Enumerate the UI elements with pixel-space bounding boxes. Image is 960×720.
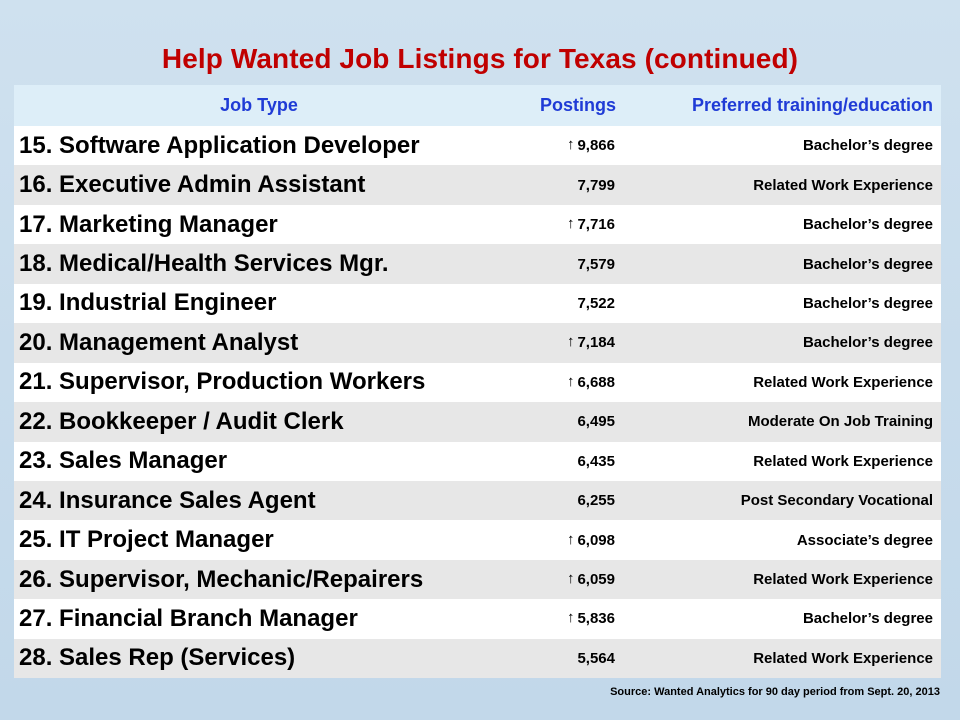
education-cell: Related Work Experience (619, 363, 941, 402)
table-row (14, 363, 941, 402)
table-row (14, 323, 941, 362)
job-type-cell: 25. IT Project Manager (14, 520, 504, 559)
table-row (14, 126, 941, 165)
postings-cell (504, 481, 619, 520)
up-arrow-icon: ↑ (566, 530, 575, 548)
postings-value: 6,435 (577, 452, 615, 470)
table-row (14, 244, 941, 283)
postings-cell (504, 323, 619, 362)
postings-value: 5,836 (577, 610, 615, 628)
postings-cell (504, 165, 619, 204)
job-listings-table (14, 85, 941, 678)
header-postings: Postings (504, 85, 619, 126)
up-arrow-icon: ↑ (566, 372, 575, 390)
postings-value: 9,866 (577, 137, 615, 155)
job-type-cell: 27. Financial Branch Manager (14, 599, 504, 638)
education-cell: Post Secondary Vocational (619, 481, 941, 520)
job-type-cell: 20. Management Analyst (14, 323, 504, 362)
job-type-cell: 23. Sales Manager (14, 442, 504, 481)
postings-value: 6,255 (577, 492, 615, 510)
postings-cell (504, 402, 619, 441)
table-row (14, 284, 941, 323)
table-row (14, 520, 941, 559)
up-arrow-icon: ↑ (566, 136, 575, 154)
postings-cell (504, 599, 619, 638)
postings-value: 7,799 (577, 176, 615, 194)
page-title: Help Wanted Job Listings for Texas (continued) (161, 43, 799, 74)
job-type-cell: 26. Supervisor, Mechanic/Repairers (14, 560, 504, 599)
postings-value: 6,688 (577, 373, 615, 391)
postings-value: 7,522 (577, 294, 615, 312)
table-row (14, 165, 941, 204)
table-row (14, 560, 941, 599)
education-cell: Associate’s degree (619, 520, 941, 559)
postings-cell (504, 520, 619, 559)
job-type-cell: 24. Insurance Sales Agent (14, 481, 504, 520)
source-note: Source: Wanted Analytics for 90 day period from Sept. 20, 2013 (610, 686, 940, 698)
header-job-type: Job Type (14, 85, 504, 126)
postings-value: 7,184 (577, 334, 615, 352)
table-row (14, 402, 941, 441)
job-type-cell: 17. Marketing Manager (14, 205, 504, 244)
up-arrow-icon: ↑ (566, 570, 575, 588)
postings-value: 6,495 (577, 413, 615, 431)
postings-value: 7,716 (577, 216, 615, 234)
job-type-cell: 15. Software Application Developer (14, 126, 504, 165)
education-cell: Bachelor’s degree (619, 323, 941, 362)
postings-cell (504, 560, 619, 599)
education-cell: Bachelor’s degree (619, 599, 941, 638)
postings-value: 6,059 (577, 571, 615, 589)
education-cell: Bachelor’s degree (619, 126, 941, 165)
education-cell: Bachelor’s degree (619, 284, 941, 323)
postings-cell (504, 442, 619, 481)
postings-value: 6,098 (577, 531, 615, 549)
education-cell: Bachelor’s degree (619, 205, 941, 244)
table-row (14, 442, 941, 481)
job-type-cell: 18. Medical/Health Services Mgr. (14, 244, 504, 283)
postings-cell (504, 363, 619, 402)
up-arrow-icon: ↑ (566, 333, 575, 351)
postings-cell (504, 244, 619, 283)
header-education: Preferred training/education (619, 85, 941, 126)
up-arrow-icon: ↑ (566, 215, 575, 233)
job-type-cell: 16. Executive Admin Assistant (14, 165, 504, 204)
postings-cell (504, 284, 619, 323)
education-cell: Bachelor’s degree (619, 244, 941, 283)
up-arrow-icon: ↑ (566, 609, 575, 627)
table-row (14, 205, 941, 244)
education-cell: Moderate On Job Training (619, 402, 941, 441)
table-body (14, 126, 941, 678)
postings-cell (504, 205, 619, 244)
education-cell: Related Work Experience (619, 560, 941, 599)
postings-cell (504, 639, 619, 678)
table-row (14, 599, 941, 638)
education-cell: Related Work Experience (619, 639, 941, 678)
education-cell: Related Work Experience (619, 165, 941, 204)
postings-value: 5,564 (577, 649, 615, 667)
job-type-cell: 22. Bookkeeper / Audit Clerk (14, 402, 504, 441)
postings-value: 7,579 (577, 255, 615, 273)
table-row (14, 639, 941, 678)
postings-cell (504, 126, 619, 165)
education-cell: Related Work Experience (619, 442, 941, 481)
table-row (14, 481, 941, 520)
job-type-cell: 21. Supervisor, Production Workers (14, 363, 504, 402)
table-header-row (14, 85, 941, 126)
job-type-cell: 28. Sales Rep (Services) (14, 639, 504, 678)
job-type-cell: 19. Industrial Engineer (14, 284, 504, 323)
